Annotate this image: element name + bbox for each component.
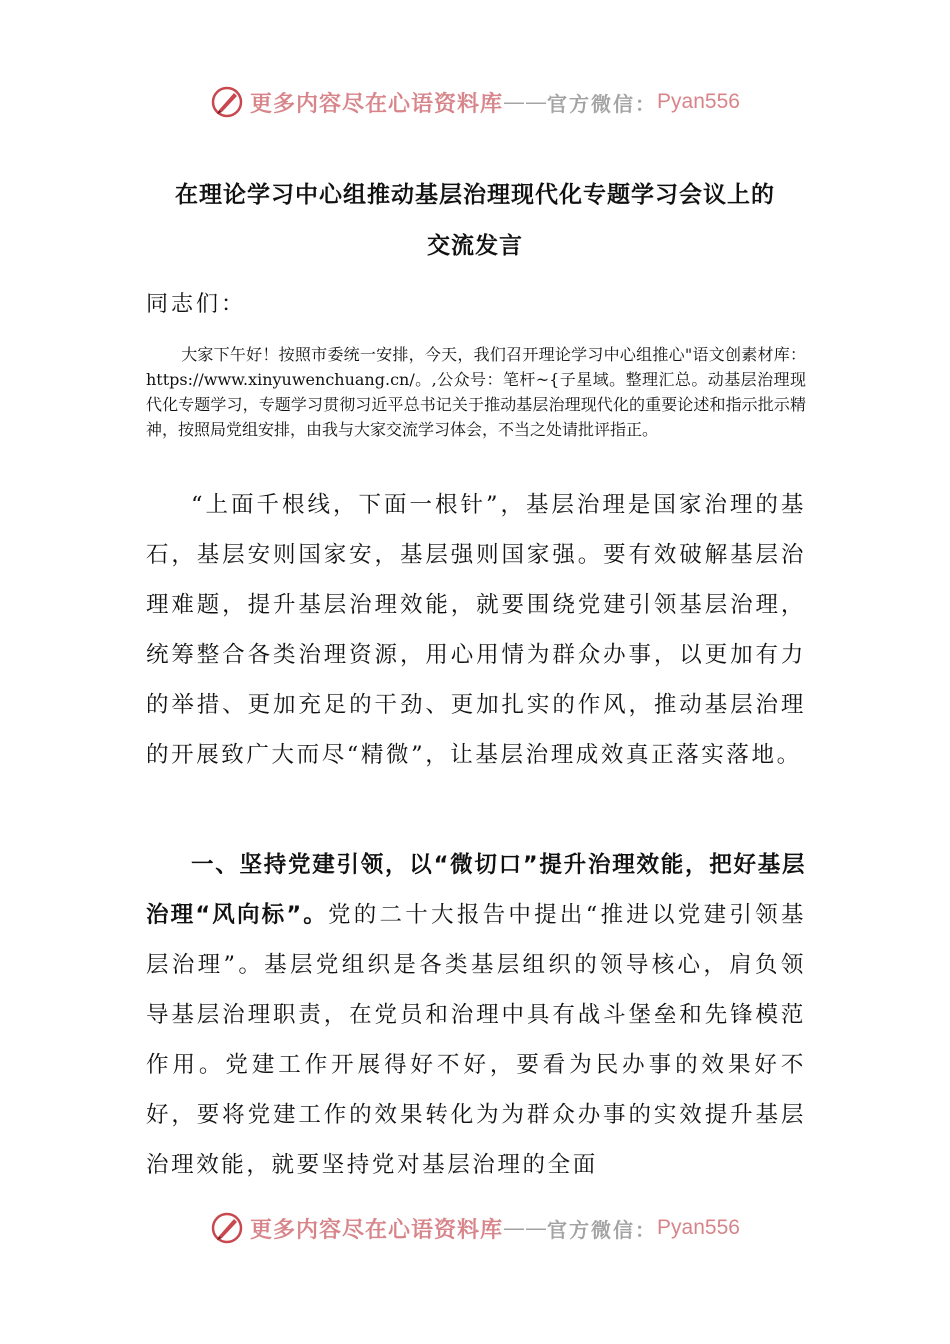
body-paragraph-2 — [146, 840, 806, 1190]
banner-dash: —— — [503, 89, 548, 115]
top-watermark-banner — [0, 80, 950, 124]
salutation: 同志们： — [146, 292, 247, 317]
banner-label: 官方微信： — [547, 91, 658, 116]
bottom-watermark-banner — [0, 1206, 950, 1250]
body-paragraph-1: “上面千根线，下面一根针”，基层治理是国家治理的基石，基层安则国家安，基层强则国家强。要有效破解基层治理难题，提升基层治理效能，就要围绕党建引领基层治理，统筹整合各类治理资源，用心用情为群众办事，以更加有力的举措、更加充足的干劲、更加扎实的作风，推动基层治理的开展致广大而尽“精微”，让基层治理成效真正落实落地。 — [146, 492, 806, 768]
banner-handle: Pyan556 — [657, 90, 740, 113]
banner-handle: Pyan556 — [657, 1216, 740, 1239]
pen-logo-icon — [210, 85, 244, 119]
pen-logo-icon — [210, 1211, 244, 1245]
document-title-line-2: 交流发言 — [427, 233, 523, 259]
banner-dash: —— — [503, 1215, 548, 1241]
document-title-line-1: 在理论学习中心组推动基层治理现代化专题学习会议上的 — [175, 182, 775, 208]
section-1-text: 党的二十大报告中提出“推进以党建引领基层治理”。基层党组织是各类基层组织的领导核心，肩负领导基层治理职责，在党员和治理中具有战斗堡垒和先锋模范作用。党建工作开展得好不好，要看为民办事的效果好不好，要将党建工作的效果转化为为群众办事的实效提升基层治理效能，就要坚持党对基层治理的全面 — [146, 902, 806, 1178]
section-heading-1: 一、坚持党建引领，以“微切口”提升治理效能，把好基层治理“风向标”。 — [146, 852, 806, 928]
intro-paragraph: 大家下午好！按照市委统一安排，今天，我们召开理论学习中心组推心"语文创素材库：https://www.xinyuwenchuang.cn/。,公众号：笔杆~{子星域。整理汇总。动基层治理现代化专题学习，专题学习贯彻习近平总书记关于推动基层治理现代化的重要论述和指示批示精神，按照局党组安排，由我与大家交流学习体会，不当之处请批评指正。 — [146, 345, 806, 439]
banner-site-text: 更多内容尽在心语资料库 — [250, 1216, 504, 1243]
banner-label: 官方微信： — [547, 1217, 658, 1242]
banner-site-text: 更多内容尽在心语资料库 — [250, 90, 504, 117]
